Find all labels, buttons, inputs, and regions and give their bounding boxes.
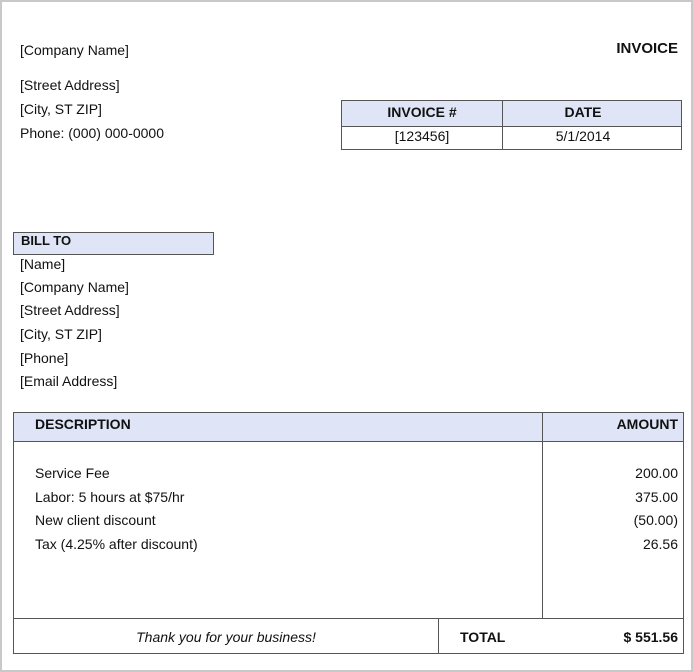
bill-to-city: [City, ST ZIP] (20, 326, 102, 342)
date-label: DATE (564, 104, 602, 120)
total-value: $ 551.56 (623, 629, 678, 645)
bill-to-heading: BILL TO (13, 232, 214, 255)
line-item-description: Labor: 5 hours at $75/hr (35, 489, 185, 505)
company-street: [Street Address] (20, 77, 120, 93)
line-item-description: New client discount (35, 512, 156, 528)
invoice-number-label: INVOICE # (387, 104, 457, 120)
line-item-amount: 26.56 (642, 536, 678, 552)
line-item-description: Tax (4.25% after discount) (35, 536, 198, 552)
invoice-number-value: [123456] (394, 128, 450, 144)
thank-you-note: Thank you for your business! (136, 629, 316, 645)
line-item-description: Service Fee (35, 465, 110, 481)
bill-to-street: [Street Address] (20, 302, 120, 318)
bill-to-name: [Name] (20, 256, 66, 272)
description-header: DESCRIPTION (35, 416, 131, 432)
bill-to-phone: [Phone] (20, 350, 69, 366)
line-item-amount: (50.00) (633, 512, 678, 528)
line-item-amount: 375.00 (635, 489, 678, 505)
footer-divider (14, 618, 683, 619)
bill-to-email: [Email Address] (20, 373, 118, 389)
bill-to-company: [Company Name] (20, 279, 129, 295)
line-item-amount: 200.00 (635, 465, 678, 481)
line-items-table (13, 412, 684, 654)
company-phone: Phone: (000) 000-0000 (20, 125, 164, 141)
total-label: TOTAL (460, 629, 506, 645)
company-name: [Company Name] (20, 42, 129, 58)
company-city: [City, ST ZIP] (20, 101, 102, 117)
date-value: 5/1/2014 (555, 128, 611, 144)
invoice-meta-table (341, 100, 682, 150)
amount-header: AMOUNT (616, 416, 678, 432)
invoice-title: INVOICE (616, 40, 678, 57)
footer-column-divider (438, 618, 439, 653)
column-divider (542, 413, 543, 618)
